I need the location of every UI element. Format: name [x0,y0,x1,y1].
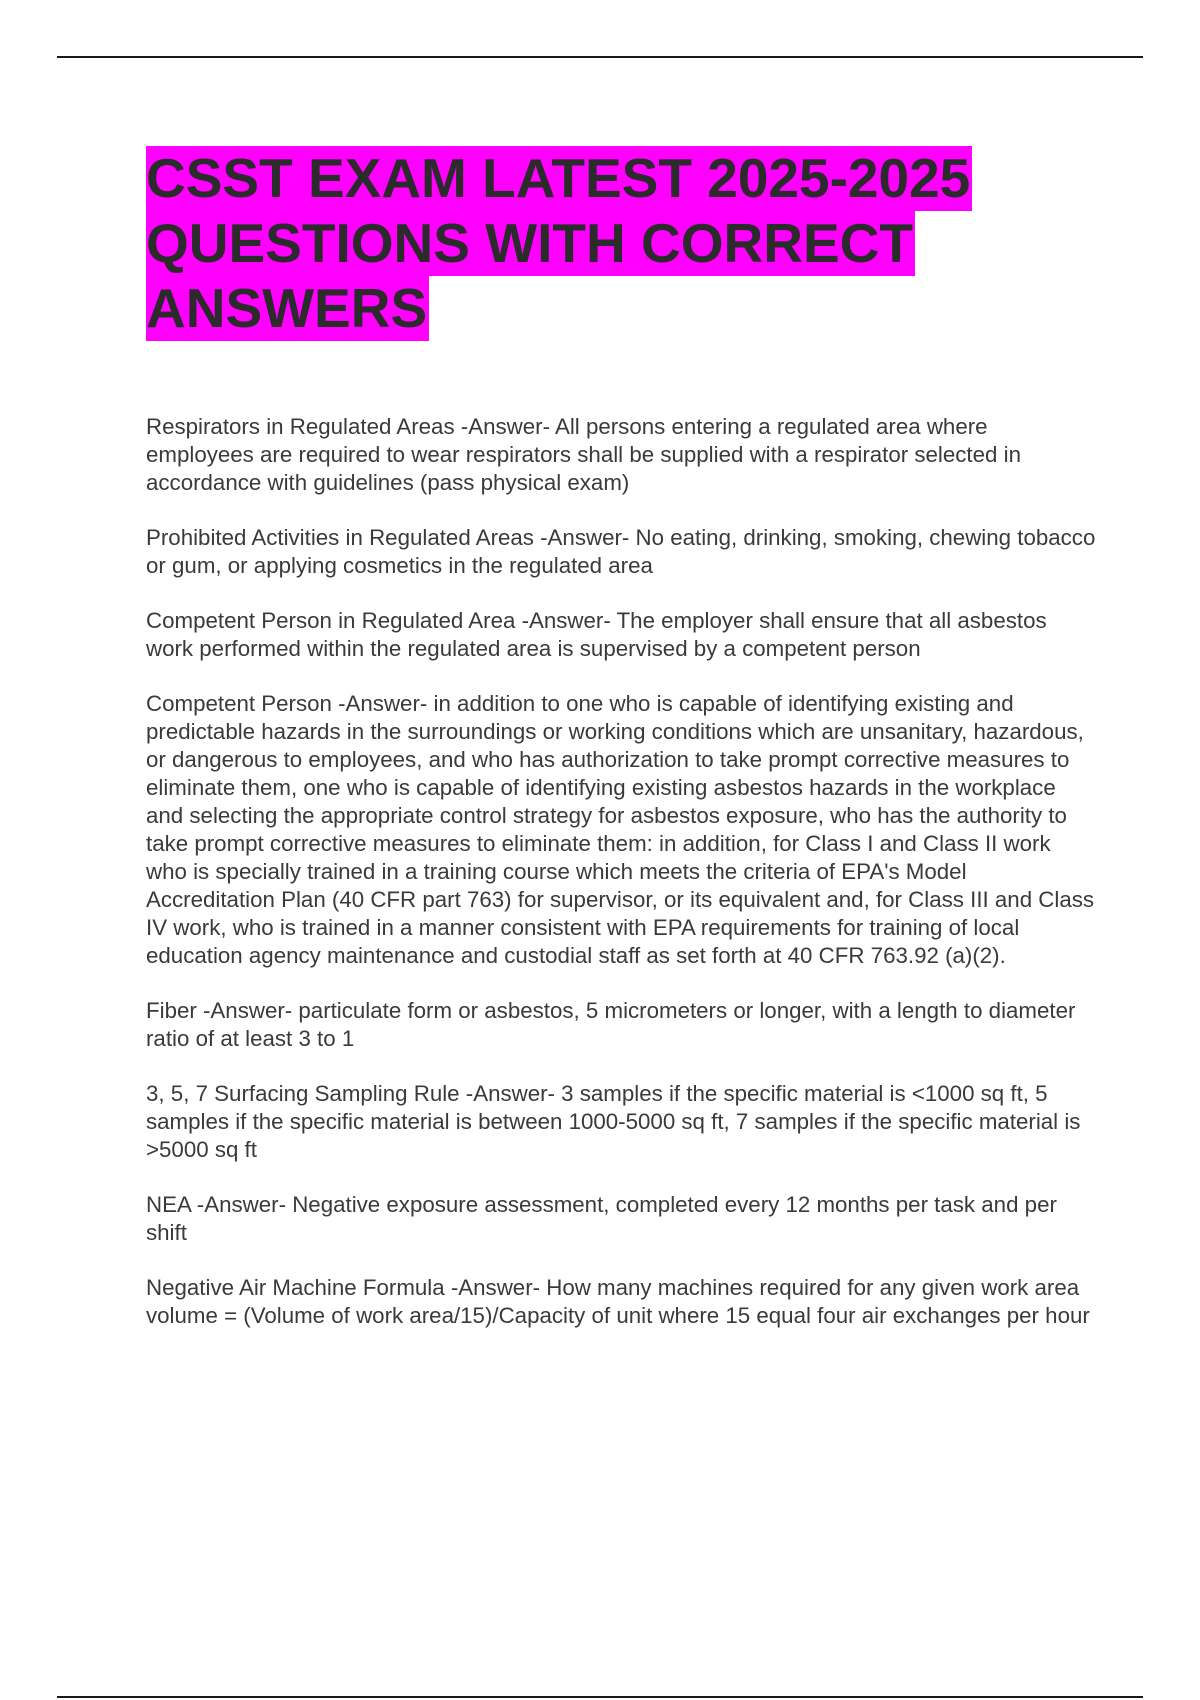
qa-respirators-regulated-areas: Respirators in Regulated Areas -Answer- All persons entering a regulated area where employees are required to wear respirators shall be supplied with a respirator selected in accordance with guidelines (pass physical exam) [146,414,1021,495]
question-answer-list [146,413,1096,1357]
qa-prohibited-activities: Prohibited Activities in Regulated Areas -Answer- No eating, drinking, smoking, chewing tobacco or gum, or applying cosmetics in the regulated area [146,525,1096,578]
qa-nea: NEA -Answer- Negative exposure assessment, completed every 12 months per task and per shift [146,1192,1057,1245]
title-line-1: CSST EXAM LATEST 2025-2025 [146,147,971,209]
qa-negative-air-machine-formula: Negative Air Machine Formula -Answer- How many machines required for any given work area volume = (Volume of work area/15)/Capacity of unit where 15 equal four air exchanges per hour [146,1275,1090,1328]
qa-competent-person-regulated-area: Competent Person in Regulated Area -Answer- The employer shall ensure that all asbestos work performed within the regulated area is supervised by a competent person [146,608,1047,661]
document-title [146,146,1046,341]
bottom-divider [57,1696,1143,1698]
title-line-2: QUESTIONS WITH CORRECT [146,212,913,274]
qa-fiber: Fiber -Answer- particulate form or asbestos, 5 micrometers or longer, with a length to diameter ratio of at least 3 to 1 [146,998,1076,1051]
title-line-3: ANSWERS [146,277,428,339]
qa-competent-person: Competent Person -Answer- in addition to one who is capable of identifying existing and predictable hazards in the surroundings or working conditions which are unsanitary, hazardous, or dangerous to employees, and who has authorization to take prompt corrective measures to eliminate them, one who is capable of identifying existing asbestos hazards in the workplace and selecting the appropriate control strategy for asbestos exposure, who has the authority to take prompt corrective measures to eliminate them: in addition, for Class I and Class II work who is specially trained in a training course which meets the criteria of EPA's Model Accreditation Plan (40 CFR part 763) for supervisor, or its equivalent and, for Class III and Class IV work, who is trained in a manner consistent with EPA requirements for training of local education agency maintenance and custodial staff as set forth at 40 CFR 763.92 (a)(2). [146,691,1095,968]
top-divider [57,56,1143,58]
qa-surfacing-sampling-rule: 3, 5, 7 Surfacing Sampling Rule -Answer- 3 samples if the specific material is <1000 sq ft, 5 samples if the specific material is between 1000-5000 sq ft, 7 samples if the specific material is >5000 sq ft [146,1081,1081,1162]
